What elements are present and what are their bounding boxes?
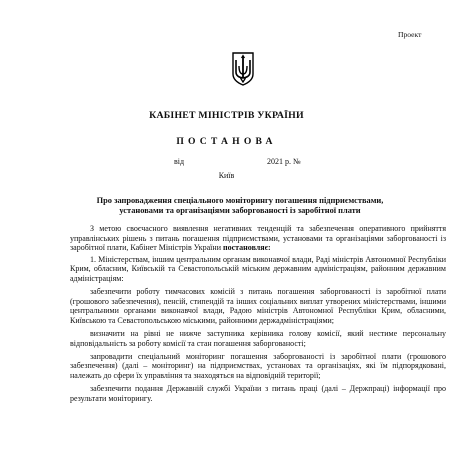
- subpoint-monitoring: запровадити спеціальний моніторинг погашення заборгованості із заробітної плати (грошового забезпечення) (далі – моніторинг) на підприємствах, установах та організаціях, які їм підпорядковані, належать до сфери їх управління та знаходяться на відповідній території;: [70, 351, 446, 380]
- point-1-paragraph: 1. Міністерствам, іншим центральним органам виконавчої влади, Раді міністрів Автономної Республіки Крим, обласним, Київській та Севастопольській міським державним адміністраціям, районним державним адміністраціям:: [70, 254, 446, 283]
- date-number-text: 2021 р. №: [267, 157, 301, 166]
- subpoint-reporting: забезпечити подання Державній службі України з питань праці (далі – Держпраці) інформації про результати моніторингу.: [70, 383, 446, 403]
- project-label: Проект: [398, 30, 422, 39]
- cabinet-heading: КАБІНЕТ МІНІСТРІВ УКРАЇНИ: [149, 110, 304, 121]
- subpoint-commissions: забезпечити роботу тимчасових комісій з питань погашення заборгованості із заробітної плати (грошового забезпечення), пенсій, стипендій та інших соціальних виплат утворених міністерствами, іншими центральними органами виконавчої влади, Радою міністрів Автономної Республіки Крим, обласними, Київською та Севастопольською міськими, районними держадміністраціями;: [70, 287, 446, 325]
- city-label: Київ: [218, 171, 235, 180]
- preamble-text: З метою своєчасного виявлення негативних тенденцій та забезпечення оперативного прийняття управлінських рішень з питань погашення підприємствами, установами та організаціями заборгованості із заробітної плати, Кабінет Міністрів України: [70, 224, 446, 253]
- date-from-label: від: [174, 157, 185, 166]
- document-body: [70, 224, 446, 407]
- subpoint-commission-head: визначити на рівні не нижче заступника керівника голову комісії, який нестиме персональну відповідальність за роботу комісії та стан погашення заборгованості;: [70, 328, 446, 348]
- preamble-resolution: постановляє:: [222, 243, 271, 253]
- title-line-2: установами та організаціями заборгованості із заробітної плати: [119, 206, 361, 215]
- trident-emblem-icon: [231, 52, 255, 86]
- decree-heading: ПОСТАНОВА: [176, 136, 277, 147]
- document-title: [40, 196, 440, 216]
- title-line-1: Про запровадження спеціального моніторингу погашення підприємствами,: [96, 196, 384, 205]
- preamble-paragraph: [70, 224, 446, 253]
